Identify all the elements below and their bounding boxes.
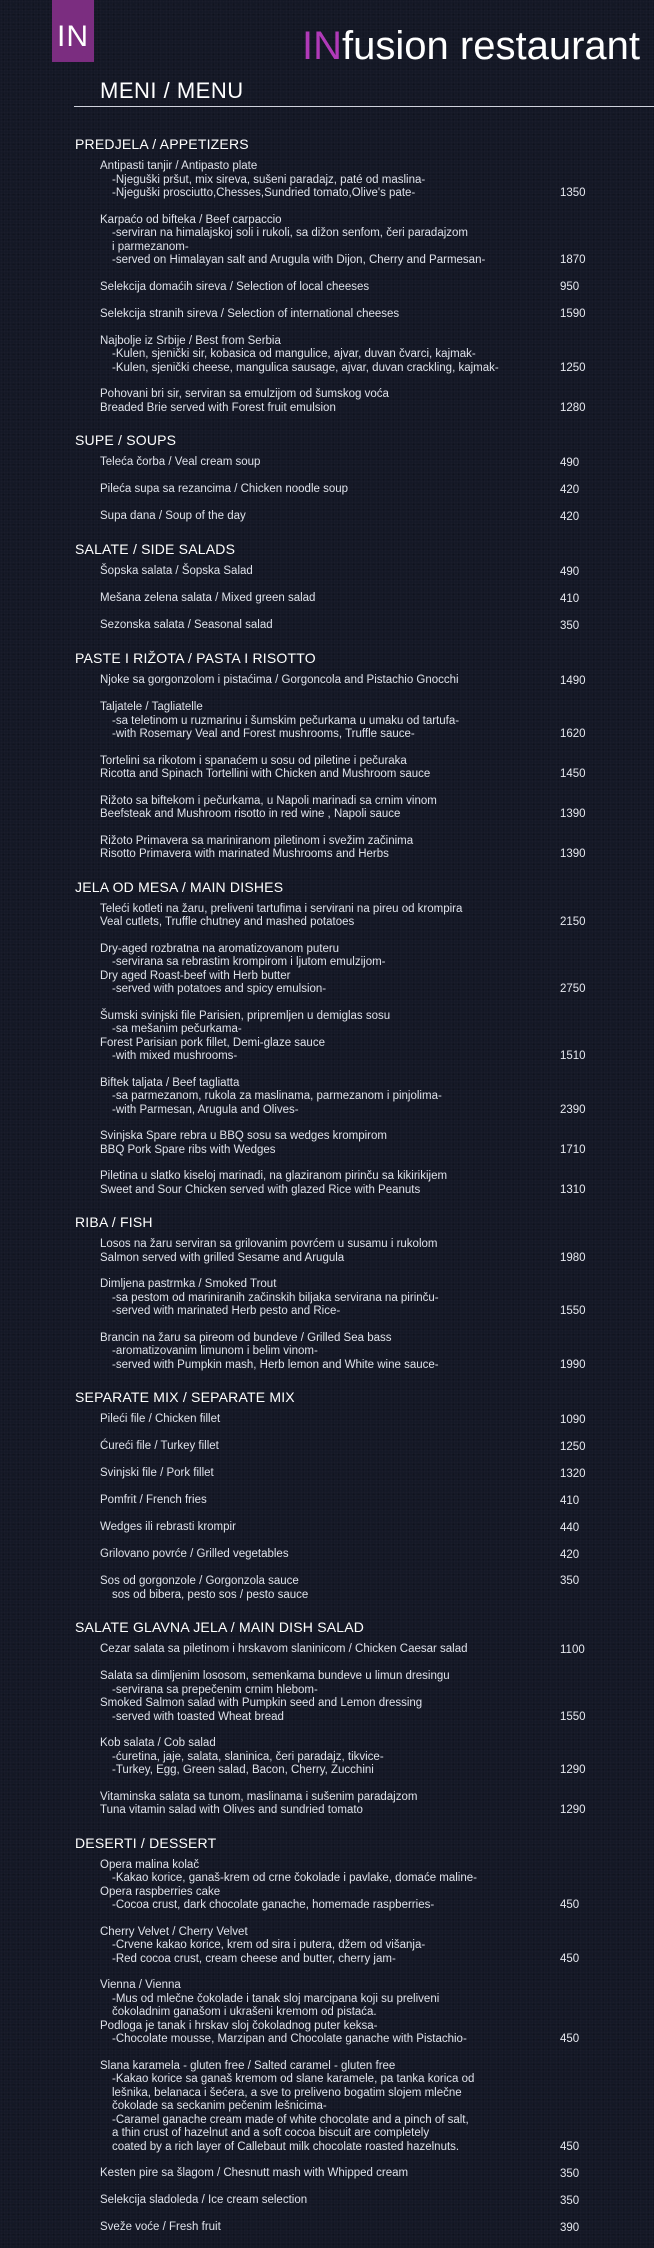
item-price: 1290: [560, 1764, 586, 1776]
menu-item: [100, 1670, 600, 1724]
item-description: -sa parmezanom, rukola za maslinama, parmezanom i pinjolima-: [112, 1090, 442, 1102]
menu-item: [100, 1332, 600, 1373]
item-price: 1620: [560, 728, 586, 740]
item-price: 1350: [560, 187, 586, 199]
item-name: Rižoto sa biftekom i pečurkama, u Napoli marinadi sa crnim vinom: [100, 794, 437, 807]
item-name: Kob salata / Cob salad: [100, 1737, 216, 1749]
restaurant-name: [302, 24, 640, 69]
item-price: 1390: [560, 808, 586, 820]
menu-item: [100, 835, 600, 862]
menu-item: [100, 701, 600, 742]
menu-section: [0, 537, 654, 633]
menu-item: [100, 674, 600, 688]
item-price: 410: [560, 592, 580, 605]
item-name: Karpaćo od bifteka / Beef carpaccio: [100, 213, 282, 226]
menu-item: [100, 2060, 600, 2155]
menu-item: [100, 1979, 600, 2047]
menu-item: [100, 1926, 600, 1967]
menu-item: [100, 592, 600, 606]
item-description: -served with Pumpkin mash, Herb lemon and White wine sauce-: [112, 1358, 439, 1371]
menu-item: [100, 1575, 600, 1602]
item-name: Cezar salata sa piletinom i hrskavom slaninicom / Chicken Caesar salad: [100, 1643, 468, 1655]
item-name: Selekcija sladoleda / Ice cream selection: [100, 2194, 308, 2206]
item-price: 2150: [560, 916, 586, 928]
item-price: 490: [560, 565, 580, 578]
item-description: coated by a rich layer of Callebaut milk chocolate roasted hazelnuts.: [112, 2140, 460, 2153]
item-name: Taljatele / Tagliatelle: [100, 701, 203, 713]
menu-item: [100, 1859, 600, 1913]
item-price: 1450: [560, 768, 586, 780]
item-description: -Chocolate mousse, Marzipan and Chocolate ganache with Pistachio-: [112, 2033, 467, 2045]
item-description: -Kulen, sjenički cheese, mangulica sausage, ajvar, duvan crackling, kajmak-: [112, 361, 499, 374]
item-price: 2390: [560, 1103, 586, 1116]
item-price: 350: [560, 2167, 580, 2180]
menu-item: [100, 1130, 600, 1157]
item-price: 1280: [560, 401, 586, 414]
item-name: Ćureći file / Turkey fillet: [100, 1440, 219, 1452]
item-description: -sa mešanim pečurkama-: [112, 1023, 242, 1035]
item-name: Svinjska Spare rebra u BBQ sosu sa wedges krompirom: [100, 1130, 387, 1142]
section-title: PASTE I RIŽOTA / PASTA I RISOTTO: [75, 650, 316, 666]
item-name: Šopska salata / Šopska Salad: [100, 565, 253, 577]
item-description: i parmezanom-: [112, 240, 189, 253]
menu-section: [0, 646, 654, 862]
item-description: Sweet and Sour Chicken served with glazed Rice with Peanuts: [100, 1183, 421, 1196]
item-price: 1090: [560, 1413, 586, 1426]
section-title: PREDJELA / APPETIZERS: [75, 136, 249, 152]
menu-item: [100, 214, 600, 268]
menu-title-divider: [74, 106, 654, 107]
item-description: -Red cocoa crust, cream cheese and butter, cherry jam-: [112, 1952, 396, 1965]
item-price: 350: [560, 1575, 580, 1587]
menu-section: [0, 875, 654, 1198]
item-name: Pileća supa sa rezancima / Chicken noodle soup: [100, 483, 349, 495]
item-price: 1550: [560, 1305, 586, 1317]
item-description: a thin crust of hazelnut and a soft cocoa biscuit are completely: [112, 2127, 430, 2139]
item-name: Kesten pire sa šlagom / Chesnutt mash with Whipped cream: [100, 2167, 409, 2179]
menu-item: [100, 160, 600, 201]
item-description: Opera raspberries cake: [100, 1885, 221, 1898]
item-description: -with Rosemary Veal and Forest mushrooms, Truffle sauce-: [112, 728, 415, 740]
item-name: Biftek taljata / Beef tagliatta: [100, 1076, 240, 1089]
item-price: 1390: [560, 848, 586, 860]
item-name: Piletina u slatko kiseloj marinadi, na glaziranom pirinču sa kikirikijem: [100, 1170, 448, 1182]
menu-section: [0, 1831, 654, 2236]
menu-item: [100, 335, 600, 376]
item-name: Slana karamela - gluten free / Salted caramel - gluten free: [100, 2059, 396, 2072]
item-price: 1490: [560, 674, 586, 687]
item-name: Pomfrit / French fries: [100, 1494, 207, 1506]
item-description: -Turkey, Egg, Green salad, Bacon, Cherry, Zucchini: [112, 1764, 374, 1776]
item-name: Selekcija stranih sireva / Selection of international cheeses: [100, 307, 400, 320]
item-price: 1590: [560, 308, 586, 320]
item-description: lešnika, belanaca i šećera, a sve to preliveno bogatim slojem mlečne: [112, 2086, 462, 2099]
item-description: Beefsteak and Mushroom risotto in red wine , Napoli sauce: [100, 808, 401, 820]
item-name: Teleći kotleti na žaru, preliveni tartufima i servirani na pireu od krompira: [100, 902, 463, 915]
item-price: 350: [560, 619, 580, 632]
item-description: Smoked Salmon salad with Pumpkin seed and Lemon dressing: [100, 1697, 423, 1709]
menu-section: [0, 428, 654, 524]
item-description: -Kakao korice sa ganaš kremom od slane karamele, pa tanka korica od: [112, 2073, 475, 2085]
item-description: Veal cutlets, Truffle chutney and mashed potatoes: [100, 916, 355, 928]
item-description: -Caramel ganache cream made of white chocolate and a pinch of salt,: [112, 2113, 469, 2126]
item-name: Brancin na žaru sa pireom od bundeve / Grilled Sea bass: [100, 1331, 392, 1344]
section-title: JELA OD MESA / MAIN DISHES: [75, 878, 284, 895]
item-description: -served with marinated Herb pesto and Rice-: [112, 1305, 341, 1317]
item-description: -with mixed mushrooms-: [112, 1050, 238, 1062]
item-description: -Crvene kakao korice, krem od sira i putera, džem od višanja-: [112, 1939, 426, 1951]
item-price: 410: [560, 1494, 580, 1507]
menu-section: [0, 1385, 654, 1602]
item-price: 450: [560, 2140, 580, 2153]
item-price: 440: [560, 1521, 580, 1534]
item-price: 1870: [560, 254, 586, 266]
item-price: 450: [560, 1899, 580, 1911]
item-description: -Kulen, sjenički sir, kobasica od mangulice, ajvar, duvan čvarci, kajmak-: [112, 348, 476, 360]
item-name: Pileći file / Chicken fillet: [100, 1413, 221, 1425]
menu-item: [100, 1467, 600, 1481]
item-name: Wedges ili rebrasti krompir: [100, 1521, 236, 1533]
menu-item: [100, 456, 600, 470]
item-price: 490: [560, 456, 580, 469]
menu-item: [100, 1548, 600, 1562]
menu-item: [100, 903, 600, 930]
item-price: 420: [560, 483, 580, 496]
menu-item: [100, 795, 600, 822]
menu-item: [100, 755, 600, 782]
section-title: RIBA / FISH: [75, 1214, 153, 1230]
item-price: 450: [560, 2033, 580, 2045]
item-description: -Njeguški pršut, mix sireva, sušeni paradajz, paté od maslina-: [112, 173, 426, 186]
item-description: -sa pestom od mariniranih začinskih biljaka servirana na pirinču-: [112, 1291, 439, 1304]
menu-item: [100, 2221, 600, 2235]
item-price: 1510: [560, 1050, 586, 1062]
item-name: Teleća čorba / Veal cream soup: [100, 456, 261, 468]
item-name: Tortelini sa rikotom i spanaćem u sosu od piletine i pečuraka: [100, 754, 407, 767]
item-description: -served with potatoes and spicy emulsion-: [112, 983, 327, 995]
menu-section: [0, 1210, 654, 1372]
item-price: 1550: [560, 1710, 586, 1723]
restaurant-name-accent: IN: [302, 24, 343, 68]
menu-item: [100, 1737, 600, 1778]
menu-item: [100, 510, 600, 524]
item-description: Dry aged Roast-beef with Herb butter: [100, 969, 291, 982]
item-price: 390: [560, 2221, 580, 2234]
menu-item: [100, 1440, 600, 1454]
item-name: Selekcija domaćih sireva / Selection of local cheeses: [100, 280, 370, 293]
item-name: Dry-aged rozbratna na aromatizovanom puteru: [100, 942, 340, 955]
item-name: Svinjski file / Pork fillet: [100, 1467, 214, 1479]
menu-list: [0, 110, 654, 2248]
menu-item: [100, 281, 600, 295]
item-price: 1250: [560, 1440, 586, 1453]
item-price: 350: [560, 2194, 580, 2207]
header: [0, 0, 654, 110]
item-description: Breaded Brie served with Forest fruit emulsion: [100, 401, 336, 414]
item-description: Forest Parisian pork fillet, Demi-glaze sauce: [100, 1036, 325, 1049]
item-description: -aromatizovanim limunom i belim vinom-: [112, 1345, 318, 1357]
item-description: -servirana sa prepečenim crnim hlebom-: [112, 1683, 318, 1696]
item-price: 1290: [560, 1804, 586, 1816]
restaurant-logo: IN: [52, 0, 94, 62]
section-title: SALATE GLAVNA JELA / MAIN DISH SALAD: [75, 1619, 365, 1635]
menu-item: [100, 619, 600, 633]
menu-item: [100, 1413, 600, 1427]
menu-item: [100, 2194, 600, 2208]
item-price: 1310: [560, 1183, 586, 1196]
item-description: -servirana sa rebrastim krompirom i ljutom emulzijom-: [112, 956, 386, 968]
menu-item: [100, 943, 600, 997]
item-price: 1320: [560, 1467, 586, 1480]
item-name: Opera malina kolač: [100, 1858, 200, 1871]
section-title: SEPARATE MIX / SEPARATE MIX: [75, 1389, 295, 1405]
item-price: 1100: [560, 1643, 585, 1656]
item-description: čokoladnim ganašom i ukrašeni kremom od pistaća.: [112, 2006, 377, 2018]
menu-item: [100, 565, 600, 579]
item-description: Tuna vitamin salad with Olives and sundried tomato: [100, 1804, 363, 1816]
item-description: Podloga je tanak i hrskav sloj čokoladnog puter keksa-: [100, 2019, 378, 2032]
item-price: 1980: [560, 1251, 586, 1264]
item-description: -Mus od mlečne čokolade i tanak sloj marcipana koji su preliveni: [112, 1992, 440, 2005]
item-description: -Kakao korice, ganaš-krem od crne čokolade i pavlake, domaće maline-: [112, 1872, 477, 1884]
item-name: Pohovani bri sir, serviran sa emulzijom od šumskog voća: [100, 388, 389, 400]
item-description: -Njeguški prosciutto,Chesses,Sundried tomato,Olive's pate-: [112, 187, 416, 199]
menu-item: [100, 1643, 600, 1657]
section-title: SALATE / SIDE SALADS: [75, 541, 236, 557]
item-name: Sos od gorgonzole / Gorgonzola sauce: [100, 1575, 299, 1587]
item-description: -ćuretina, jaje, salata, slaninica, čeri paradajz, tikvice-: [112, 1750, 384, 1763]
item-description: sos od bibera, pesto sos / pesto sauce: [112, 1588, 309, 1601]
menu-item: [100, 1278, 600, 1319]
item-description: -serviran na himalajskoj soli i rukoli, sa dižon senfom, čeri paradajzom: [112, 227, 469, 239]
restaurant-name-rest: fusion restaurant: [342, 24, 640, 68]
section-title: DESERTI / DESSERT: [75, 1834, 217, 1851]
menu-item: [100, 2167, 600, 2181]
item-name: Mešana zelena salata / Mixed green salad: [100, 592, 316, 604]
item-name: Grilovano povrće / Grilled vegetables: [100, 1548, 289, 1560]
menu-item: [100, 483, 600, 497]
menu-item: [100, 1238, 600, 1265]
item-name: Supa dana / Soup of the day: [100, 510, 246, 522]
item-description: -with Parmesan, Arugula and Olives-: [112, 1103, 299, 1116]
item-description: Ricotta and Spinach Tortellini with Chicken and Mushroom sauce: [100, 768, 431, 780]
item-name: Najbolje iz Srbije / Best from Serbia: [100, 334, 281, 347]
menu-item: [100, 1170, 600, 1197]
item-description: -served with toasted Wheat bread: [112, 1710, 284, 1723]
menu-section: [0, 1615, 654, 1818]
item-description: čokolade sa seckanim pečenim lešnicima-: [112, 2100, 327, 2112]
item-name: Losos na žaru serviran sa grilovanim povrćem u susamu i rukolom: [100, 1238, 438, 1250]
item-price: 1250: [560, 361, 586, 374]
item-name: Sezonska salata / Seasonal salad: [100, 619, 273, 631]
section-title: SUPE / SOUPS: [75, 432, 177, 448]
item-price: 1990: [560, 1358, 586, 1371]
item-description: Salmon served with grilled Sesame and Arugula: [100, 1251, 345, 1264]
menu-item: [100, 1791, 600, 1818]
item-price: 1710: [560, 1143, 586, 1156]
item-description: -sa teletinom u ruzmarinu i šumskim pečurkama u umaku od tartufa-: [112, 714, 460, 727]
item-name: Njoke sa gorgonzolom i pistaćima / Gorgoncola and Pistachio Gnocchi: [100, 674, 459, 686]
item-name: Vienna / Vienna: [100, 1979, 181, 1991]
menu-item: [100, 1010, 600, 1064]
item-name: Antipasti tanjir / Antipasto plate: [100, 160, 258, 172]
item-price: 420: [560, 510, 580, 523]
item-name: Rižoto Primavera sa mariniranom piletinom i svežim začinima: [100, 834, 414, 847]
menu-section: [0, 132, 654, 415]
item-price: 950: [560, 281, 580, 293]
menu-item: [100, 388, 600, 415]
item-name: Salata sa dimljenim lososom, semenkama bundeve u limun dresingu: [100, 1670, 450, 1682]
item-price: 2750: [560, 983, 586, 995]
item-description: -served on Himalayan salt and Arugula with Dijon, Cherry and Parmesan-: [112, 254, 486, 266]
item-description: BBQ Pork Spare ribs with Wedges: [100, 1143, 276, 1156]
menu-item: [100, 1521, 600, 1535]
item-name: Dimljena pastrmka / Smoked Trout: [100, 1278, 277, 1290]
menu-item: [100, 308, 600, 322]
menu-title: MENI / MENU: [100, 78, 244, 103]
item-name: Šumski svinjski file Parisien, pripremljen u demiglas sosu: [100, 1009, 391, 1022]
item-description: -Cocoa crust, dark chocolate ganache, homemade raspberries-: [112, 1899, 435, 1911]
item-name: Sveže voće / Fresh fruit: [100, 2221, 221, 2233]
item-description: Risotto Primavera with marinated Mushrooms and Herbs: [100, 848, 389, 860]
item-price: 450: [560, 1952, 580, 1965]
item-price: 420: [560, 1548, 580, 1561]
item-name: Cherry Velvet / Cherry Velvet: [100, 1925, 248, 1938]
menu-item: [100, 1077, 600, 1118]
item-name: Vitaminska salata sa tunom, maslinama i sušenim paradajzom: [100, 1790, 418, 1803]
menu-item: [100, 1494, 600, 1508]
